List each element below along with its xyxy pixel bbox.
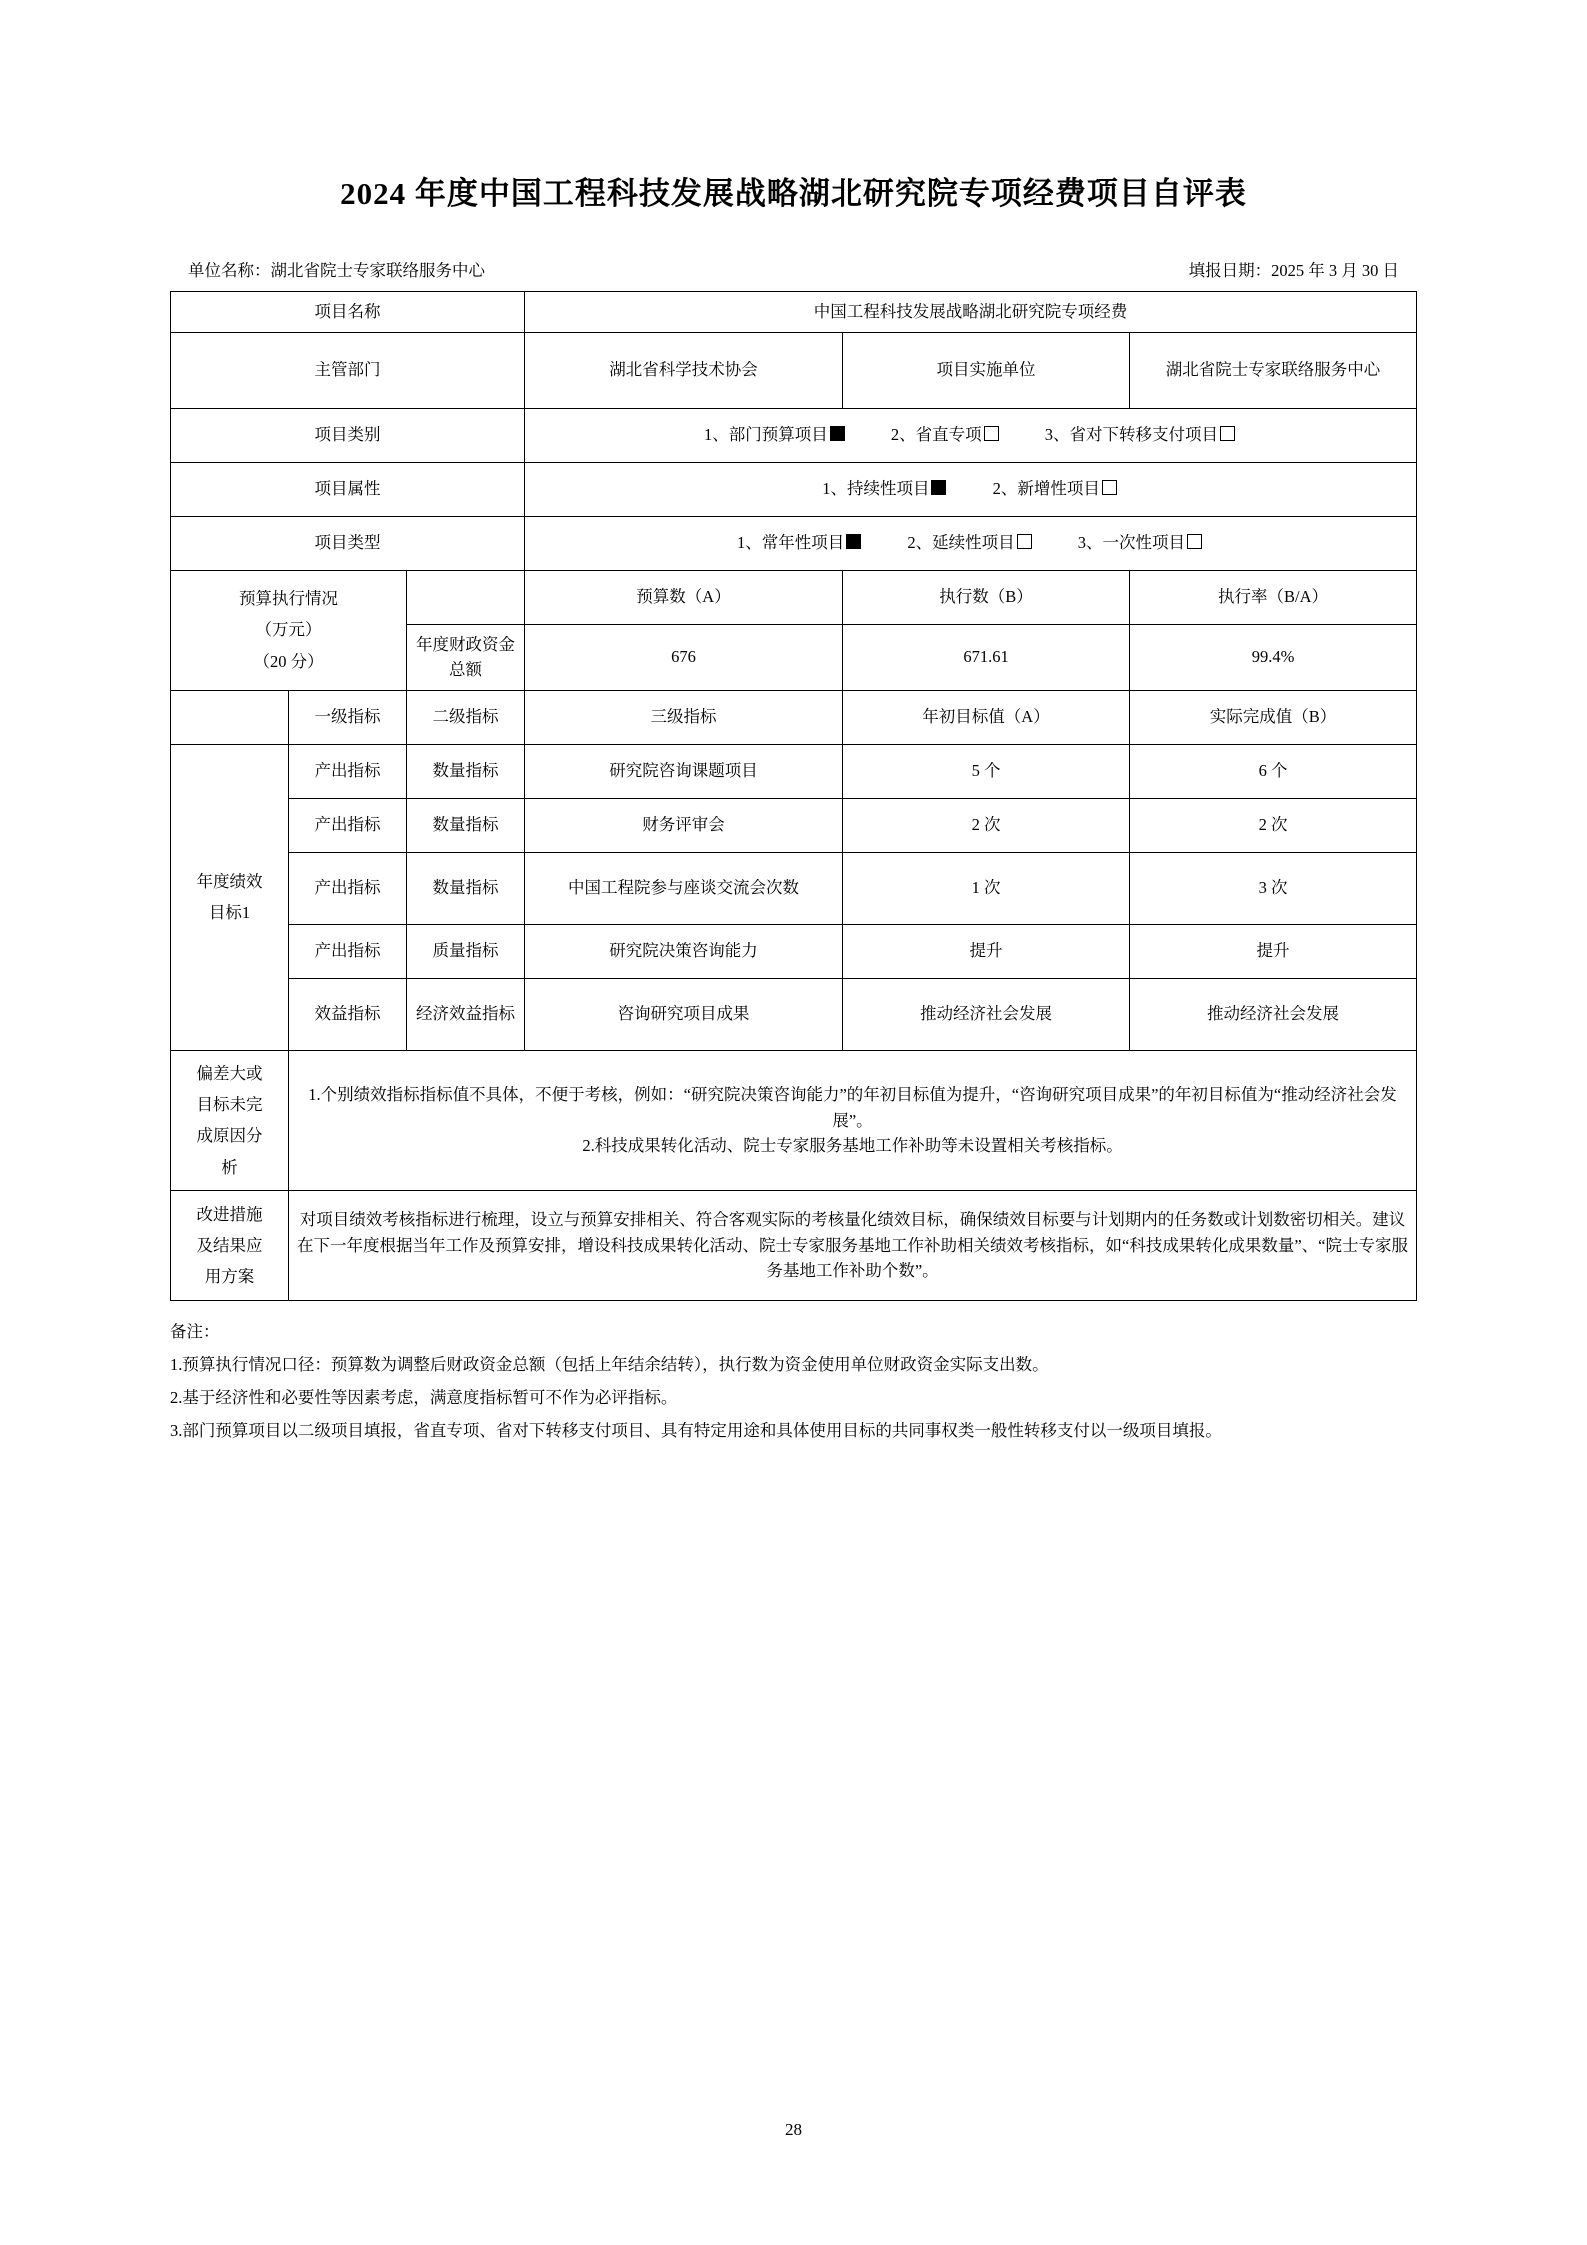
notes-heading: 备注： bbox=[170, 1322, 220, 1342]
indicator-actual: 2 次 bbox=[1130, 798, 1417, 852]
category-option-3[interactable]: 3、省对下转移支付项目 bbox=[1045, 422, 1237, 448]
category-option-2[interactable]: 2、省直专项 bbox=[891, 422, 1001, 448]
improvement-content: 对项目绩效考核指标进行梳理，设立与预算安排相关、符合客观实际的考核量化绩效目标，确保绩效目标要与计划期内的任务数或计划数密切相关。建议在下一年度根据当年工作及预算安排，增设科技成果转化活动、院士专家服务基地工作补助相关绩效考核指标，如“科技成果转化成果数量”、“院士专家服务基地工作补助个数”。 bbox=[289, 1191, 1417, 1301]
indicator-target: 1 次 bbox=[843, 852, 1130, 924]
table-row bbox=[171, 924, 1417, 978]
checkbox-icon[interactable] bbox=[846, 534, 861, 549]
page-number: 28 bbox=[785, 2120, 802, 2139]
indicator-target: 5 个 bbox=[843, 744, 1130, 798]
indicator-level2: 数量指标 bbox=[407, 744, 525, 798]
deviation-content bbox=[289, 1050, 1417, 1190]
table-row bbox=[171, 570, 1417, 624]
budget-value-rate: 99.4% bbox=[1130, 624, 1417, 690]
budget-label: 预算执行情况 （万元） （20 分） bbox=[171, 570, 407, 690]
indicator-header-spacer bbox=[171, 690, 289, 744]
type-option-2[interactable]: 2、延续性项目 bbox=[907, 530, 1033, 556]
indicator-header-level3: 三级指标 bbox=[525, 690, 843, 744]
checkbox-icon[interactable] bbox=[984, 426, 999, 441]
note-item: 2.基于经济性和必要性等因素考虑，满意度指标暂可不作为必评指标。 bbox=[170, 1388, 678, 1408]
attribute-option-1[interactable]: 1、持续性项目 bbox=[822, 476, 948, 502]
type-option-1[interactable]: 1、常年性项目 bbox=[737, 530, 863, 556]
type-label: 项目类型 bbox=[171, 516, 525, 570]
dept-label: 主管部门 bbox=[171, 332, 525, 408]
indicator-level1: 产出指标 bbox=[289, 798, 407, 852]
attribute-option-2[interactable]: 2、新增性项目 bbox=[993, 476, 1119, 502]
category-options bbox=[525, 408, 1417, 462]
indicator-level1: 产出指标 bbox=[289, 852, 407, 924]
page-title: 2024 年度中国工程科技发展战略湖北研究院专项经费项目自评表 bbox=[340, 176, 1247, 211]
table-row bbox=[171, 292, 1417, 333]
note-item: 3.部门预算项目以二级项目填报，省直专项、省对下转移支付项目、具有特定用途和具体使用目标的共同事权类一般性转移支付以一级项目填报。 bbox=[170, 1421, 1222, 1441]
type-options bbox=[525, 516, 1417, 570]
project-name-label: 项目名称 bbox=[171, 292, 525, 333]
indicator-level3: 中国工程院参与座谈交流会次数 bbox=[525, 852, 843, 924]
self-evaluation-table bbox=[170, 291, 1417, 1301]
table-row bbox=[171, 516, 1417, 570]
indicator-header-level1: 一级指标 bbox=[289, 690, 407, 744]
attribute-label: 项目属性 bbox=[171, 462, 525, 516]
indicator-level2: 质量指标 bbox=[407, 924, 525, 978]
checkbox-icon[interactable] bbox=[1187, 534, 1202, 549]
deviation-text-1: 1.个别绩效指标指标值不具体，不便于考核，例如：“研究院决策咨询能力”的年初目标值为提升，“咨询研究项目成果”的年初目标值为“推动经济社会发展”。 bbox=[308, 1085, 1397, 1130]
table-row bbox=[171, 978, 1417, 1050]
budget-value-b: 671.61 bbox=[843, 624, 1130, 690]
indicator-actual: 提升 bbox=[1130, 924, 1417, 978]
indicator-level3: 研究院咨询课题项目 bbox=[525, 744, 843, 798]
table-row bbox=[171, 462, 1417, 516]
budget-value-a: 676 bbox=[525, 624, 843, 690]
checkbox-icon[interactable] bbox=[931, 480, 946, 495]
attribute-options bbox=[525, 462, 1417, 516]
report-date: 填报日期：2025 年 3 月 30 日 bbox=[1188, 261, 1399, 280]
budget-header-a: 预算数（A） bbox=[525, 570, 843, 624]
indicator-level1: 产出指标 bbox=[289, 924, 407, 978]
project-name-value: 中国工程科技发展战略湖北研究院专项经费 bbox=[525, 292, 1417, 333]
checkbox-icon[interactable] bbox=[1102, 480, 1117, 495]
table-row bbox=[171, 852, 1417, 924]
type-option-3[interactable]: 3、一次性项目 bbox=[1078, 530, 1204, 556]
table-row bbox=[171, 798, 1417, 852]
indicator-actual: 推动经济社会发展 bbox=[1130, 978, 1417, 1050]
table-row bbox=[171, 1050, 1417, 1190]
category-option-1[interactable]: 1、部门预算项目 bbox=[704, 422, 847, 448]
improvement-label: 改进措施 及结果应 用方案 bbox=[171, 1191, 289, 1301]
category-label: 项目类别 bbox=[171, 408, 525, 462]
deviation-label: 偏差大或 目标未完 成原因分 析 bbox=[171, 1050, 289, 1190]
table-row bbox=[171, 408, 1417, 462]
note-item: 1.预算执行情况口径：预算数为调整后财政资金总额（包括上年结余结转），执行数为资金使用单位财政资金实际支出数。 bbox=[170, 1355, 1049, 1375]
checkbox-icon[interactable] bbox=[1017, 534, 1032, 549]
indicator-level2: 数量指标 bbox=[407, 798, 525, 852]
indicator-level3: 研究院决策咨询能力 bbox=[525, 924, 843, 978]
performance-goal-label: 年度绩效 目标1 bbox=[171, 744, 289, 1050]
indicator-level3: 财务评审会 bbox=[525, 798, 843, 852]
budget-row-label: 年度财政资金总额 bbox=[407, 624, 525, 690]
impl-unit-label: 项目实施单位 bbox=[843, 332, 1130, 408]
indicator-level3: 咨询研究项目成果 bbox=[525, 978, 843, 1050]
indicator-level2: 数量指标 bbox=[407, 852, 525, 924]
indicator-level2: 经济效益指标 bbox=[407, 978, 525, 1050]
budget-header-b: 执行数（B） bbox=[843, 570, 1130, 624]
budget-spacer-cell bbox=[407, 570, 525, 624]
indicator-header-actual: 实际完成值（B） bbox=[1130, 690, 1417, 744]
unit-name: 单位名称：湖北省院士专家联络服务中心 bbox=[188, 261, 485, 280]
notes-section bbox=[170, 1315, 1416, 1447]
deviation-text-2: 2.科技成果转化活动、院士专家服务基地工作补助等未设置相关考核指标。 bbox=[582, 1136, 1123, 1156]
table-row bbox=[171, 744, 1417, 798]
indicator-target: 2 次 bbox=[843, 798, 1130, 852]
indicator-header-target: 年初目标值（A） bbox=[843, 690, 1130, 744]
indicator-actual: 3 次 bbox=[1130, 852, 1417, 924]
indicator-header-level2: 二级指标 bbox=[407, 690, 525, 744]
table-row bbox=[171, 690, 1417, 744]
checkbox-icon[interactable] bbox=[1220, 426, 1235, 441]
table-row bbox=[171, 1191, 1417, 1301]
dept-value: 湖北省科学技术协会 bbox=[525, 332, 843, 408]
indicator-actual: 6 个 bbox=[1130, 744, 1417, 798]
indicator-target: 推动经济社会发展 bbox=[843, 978, 1130, 1050]
indicator-level1: 效益指标 bbox=[289, 978, 407, 1050]
checkbox-icon[interactable] bbox=[830, 426, 845, 441]
budget-header-rate: 执行率（B/A） bbox=[1130, 570, 1417, 624]
impl-unit-value: 湖北省院士专家联络服务中心 bbox=[1130, 332, 1417, 408]
document-meta bbox=[170, 257, 1417, 291]
indicator-level1: 产出指标 bbox=[289, 744, 407, 798]
table-row bbox=[171, 332, 1417, 408]
indicator-target: 提升 bbox=[843, 924, 1130, 978]
